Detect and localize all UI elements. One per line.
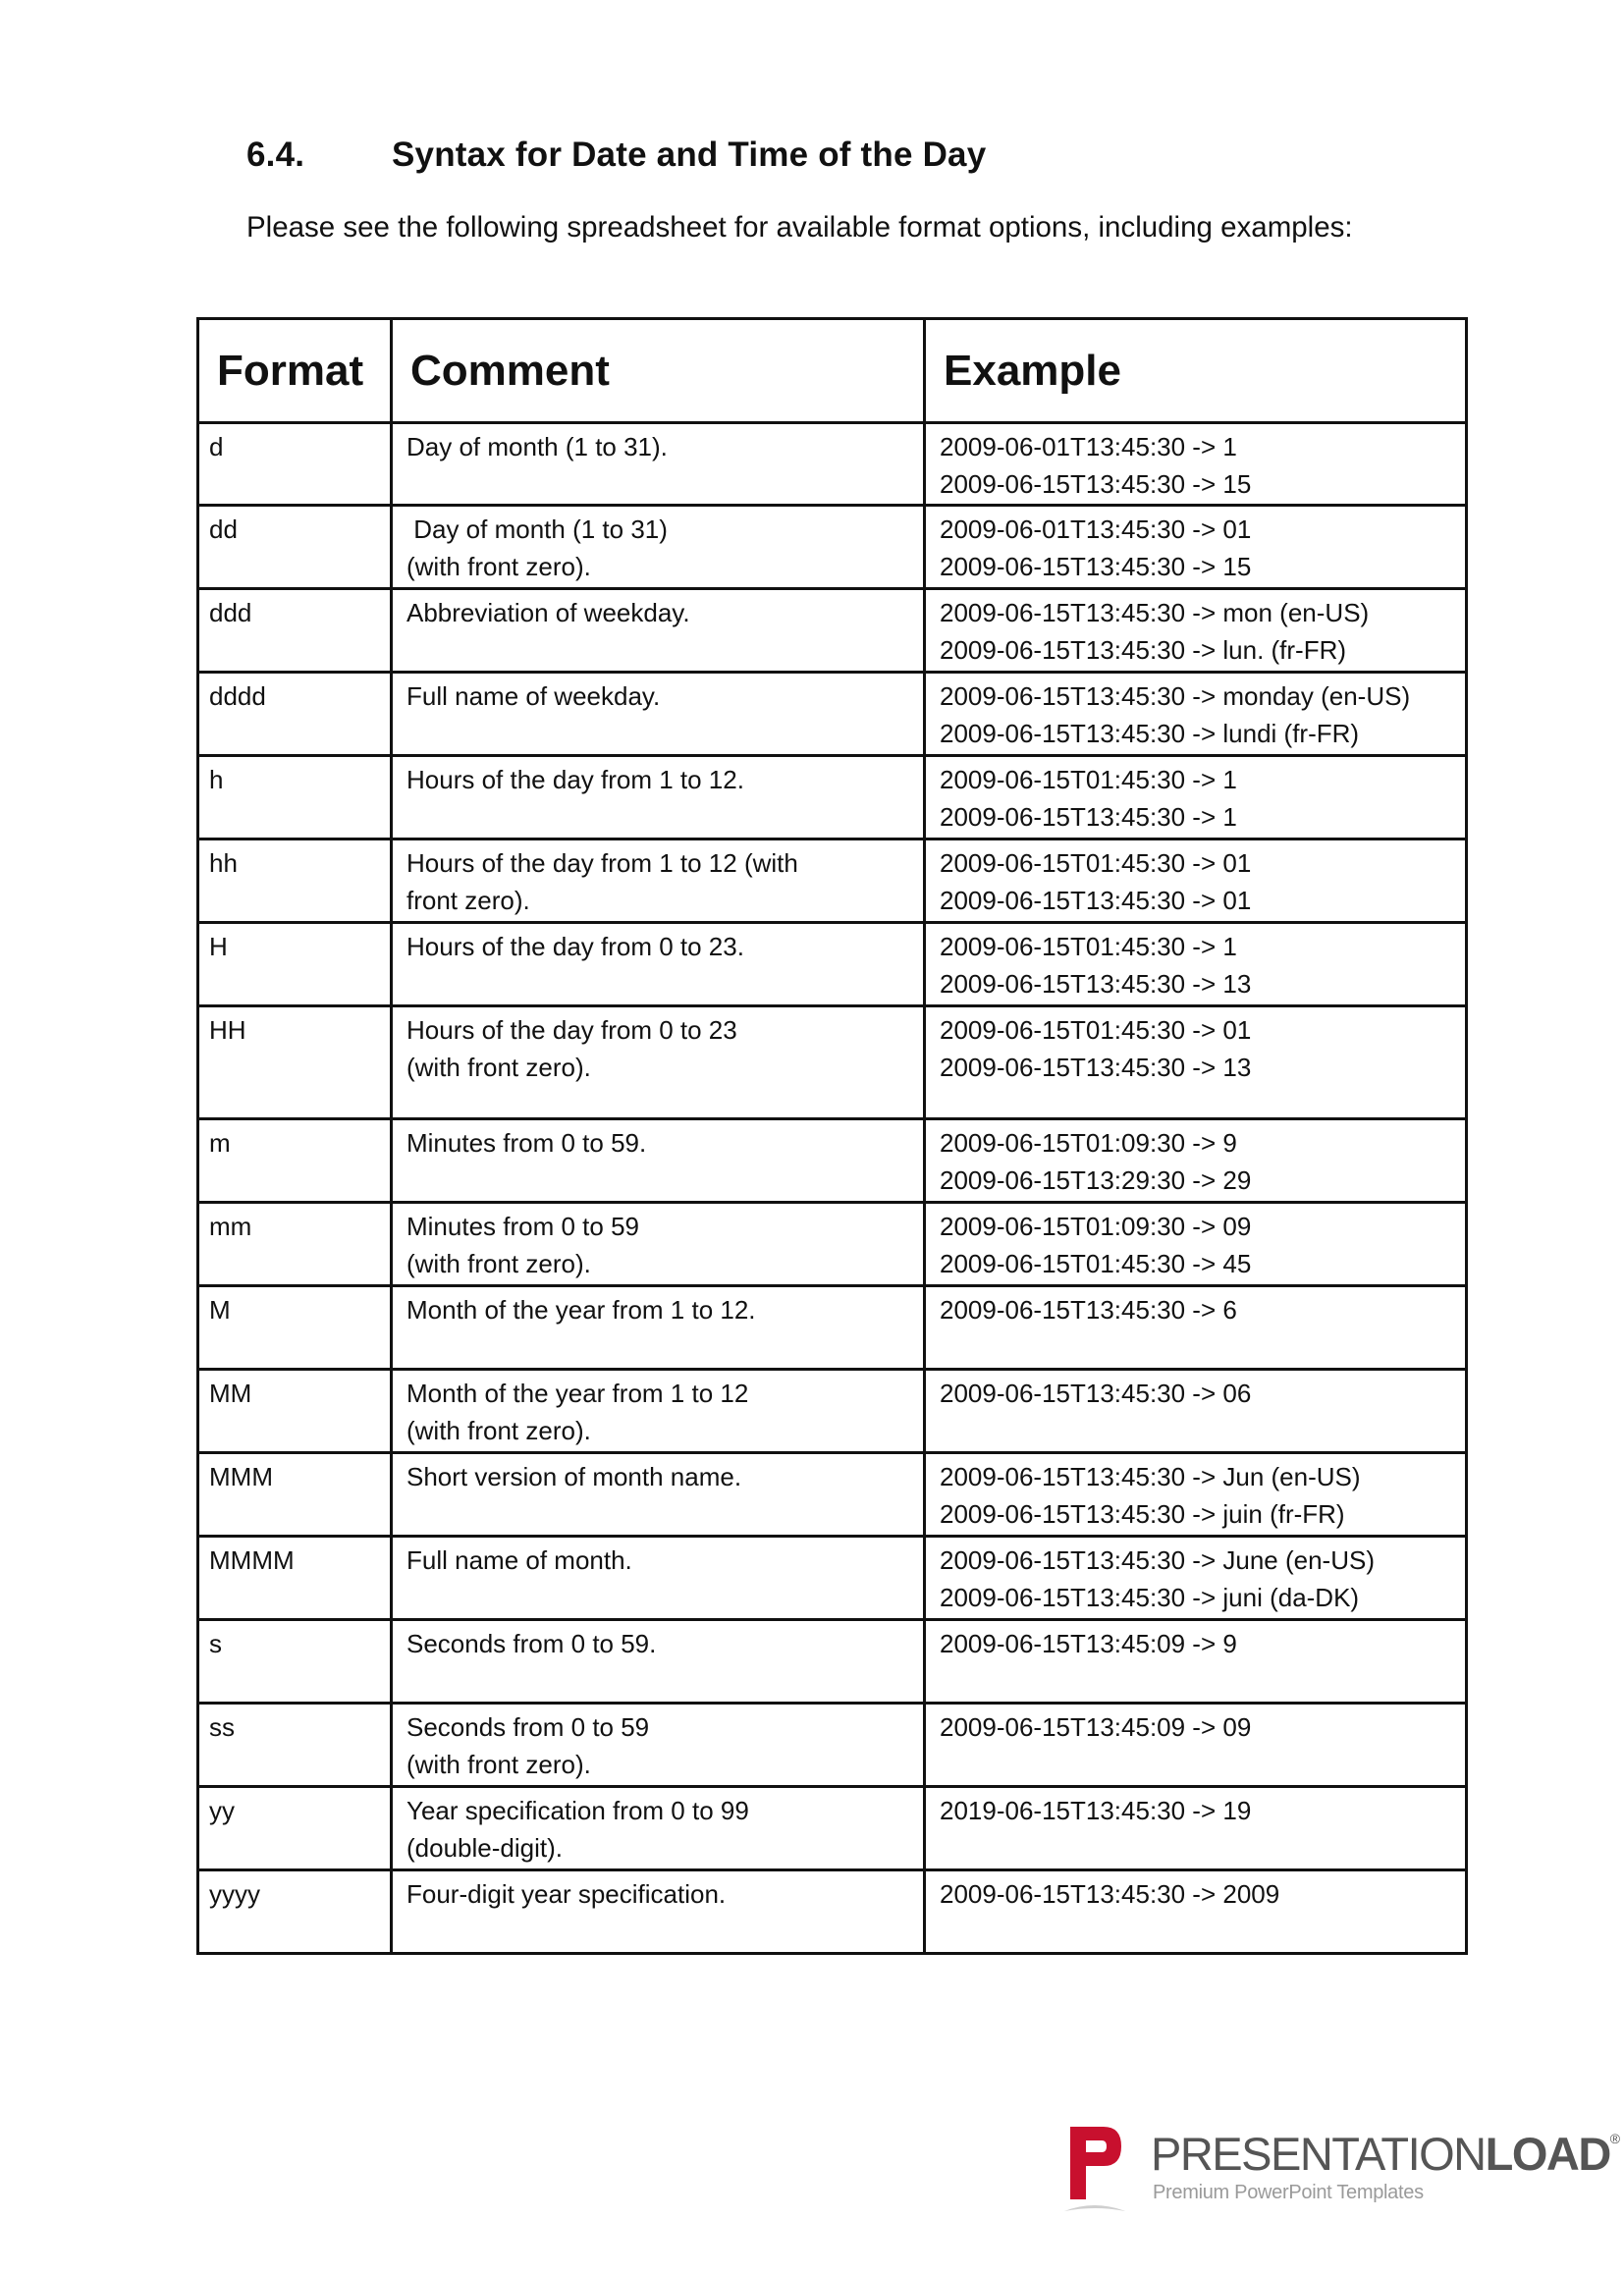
comment-cell bbox=[392, 1870, 925, 1954]
section-heading bbox=[246, 135, 986, 175]
table-row bbox=[198, 1453, 1467, 1537]
comment-line: (with front zero). bbox=[406, 1750, 591, 1779]
format-cell: H bbox=[198, 923, 392, 1006]
example-line: 2009-06-15T13:45:30 -> 13 bbox=[940, 969, 1252, 999]
example-line: 2009-06-15T13:45:30 -> 15 bbox=[940, 469, 1252, 499]
logo-word-bold: LOAD bbox=[1485, 2128, 1610, 2180]
comment-line: (with front zero). bbox=[406, 1249, 591, 1278]
table-row bbox=[198, 1119, 1467, 1203]
table-row bbox=[198, 1704, 1467, 1787]
example-line: 2009-06-15T13:45:30 -> 6 bbox=[940, 1295, 1237, 1325]
example-line: 2009-06-15T13:45:30 -> lun. (fr-FR) bbox=[940, 635, 1347, 665]
table-body bbox=[198, 423, 1467, 1954]
comment-cell bbox=[392, 1787, 925, 1870]
format-cell: MMM bbox=[198, 1453, 392, 1537]
comment-cell bbox=[392, 1286, 925, 1370]
format-cell: s bbox=[198, 1620, 392, 1704]
example-cell bbox=[925, 1286, 1467, 1370]
example-cell bbox=[925, 1537, 1467, 1620]
logo-tagline: Premium PowerPoint Templates bbox=[1153, 2182, 1424, 2203]
example-cell bbox=[925, 1620, 1467, 1704]
example-cell bbox=[925, 506, 1467, 589]
table-row bbox=[198, 1787, 1467, 1870]
format-cell: MMMM bbox=[198, 1537, 392, 1620]
example-cell bbox=[925, 589, 1467, 673]
section-number: 6.4. bbox=[246, 135, 305, 174]
example-line: 2009-06-15T01:09:30 -> 9 bbox=[940, 1128, 1237, 1158]
table-row bbox=[198, 1203, 1467, 1286]
table-row bbox=[198, 589, 1467, 673]
format-cell: d bbox=[198, 423, 392, 506]
example-line: 2009-06-15T13:45:30 -> 15 bbox=[940, 552, 1252, 581]
format-cell: hh bbox=[198, 839, 392, 923]
format-cell: yy bbox=[198, 1787, 392, 1870]
comment-line: (with front zero). bbox=[406, 1053, 591, 1082]
format-cell: m bbox=[198, 1119, 392, 1203]
comment-line: (with front zero). bbox=[406, 1416, 591, 1445]
format-cell: HH bbox=[198, 1006, 392, 1119]
format-table bbox=[196, 317, 1468, 1955]
comment-line: Minutes from 0 to 59 bbox=[406, 1212, 639, 1241]
example-line: 2009-06-15T01:45:30 -> 1 bbox=[940, 765, 1237, 794]
comment-cell bbox=[392, 1119, 925, 1203]
table-row bbox=[198, 673, 1467, 756]
comment-line: Abbreviation of weekday. bbox=[406, 598, 690, 627]
example-line: 2009-06-01T13:45:30 -> 1 bbox=[940, 432, 1237, 461]
comment-cell bbox=[392, 673, 925, 756]
comment-cell bbox=[392, 423, 925, 506]
example-cell bbox=[925, 839, 1467, 923]
example-line: 2009-06-15T13:45:09 -> 09 bbox=[940, 1712, 1252, 1742]
comment-cell bbox=[392, 1537, 925, 1620]
comment-cell bbox=[392, 756, 925, 839]
example-cell bbox=[925, 1006, 1467, 1119]
table-row bbox=[198, 1286, 1467, 1370]
example-line: 2009-06-15T13:45:30 -> 13 bbox=[940, 1053, 1252, 1082]
format-cell: yyyy bbox=[198, 1870, 392, 1954]
example-line: 2009-06-15T01:45:30 -> 45 bbox=[940, 1249, 1252, 1278]
comment-line: Minutes from 0 to 59. bbox=[406, 1128, 647, 1158]
comment-line: Day of month (1 to 31). bbox=[406, 432, 668, 461]
example-line: 2009-06-15T13:45:30 -> 01 bbox=[940, 886, 1252, 915]
format-cell: mm bbox=[198, 1203, 392, 1286]
example-line: 2009-06-15T13:45:30 -> mon (en-US) bbox=[940, 598, 1370, 627]
example-cell bbox=[925, 673, 1467, 756]
table-row bbox=[198, 1370, 1467, 1453]
example-cell bbox=[925, 423, 1467, 506]
comment-cell bbox=[392, 1203, 925, 1286]
comment-line: front zero). bbox=[406, 886, 530, 915]
comment-line: Hours of the day from 1 to 12 (with bbox=[406, 848, 798, 878]
example-cell bbox=[925, 923, 1467, 1006]
format-cell: M bbox=[198, 1286, 392, 1370]
comment-cell bbox=[392, 1370, 925, 1453]
logo-registered: ® bbox=[1609, 2131, 1621, 2146]
comment-line: (with front zero). bbox=[406, 552, 591, 581]
comment-line: Full name of month. bbox=[406, 1545, 632, 1575]
comment-line: Seconds from 0 to 59 bbox=[406, 1712, 650, 1742]
comment-line: Hours of the day from 0 to 23 bbox=[406, 1015, 737, 1045]
table-row bbox=[198, 1006, 1467, 1119]
table-row bbox=[198, 506, 1467, 589]
example-line: 2009-06-15T01:45:30 -> 01 bbox=[940, 848, 1252, 878]
example-cell bbox=[925, 1704, 1467, 1787]
table-row bbox=[198, 423, 1467, 506]
comment-cell bbox=[392, 923, 925, 1006]
example-line: 2009-06-15T13:45:30 -> Jun (en-US) bbox=[940, 1462, 1361, 1491]
example-line: 2019-06-15T13:45:30 -> 19 bbox=[940, 1796, 1252, 1825]
example-line: 2009-06-15T13:45:30 -> 06 bbox=[940, 1379, 1252, 1408]
comment-line: Seconds from 0 to 59. bbox=[406, 1629, 657, 1658]
table-row bbox=[198, 839, 1467, 923]
header-comment: Comment bbox=[392, 319, 925, 423]
example-cell bbox=[925, 1453, 1467, 1537]
comment-cell bbox=[392, 1453, 925, 1537]
example-line: 2009-06-15T13:29:30 -> 29 bbox=[940, 1165, 1252, 1195]
comment-line: Year specification from 0 to 99 bbox=[406, 1796, 749, 1825]
example-cell bbox=[925, 1870, 1467, 1954]
logo-word-light: PRESENTATION bbox=[1151, 2128, 1486, 2180]
example-line: 2009-06-15T01:45:30 -> 01 bbox=[940, 1015, 1252, 1045]
comment-line: Four-digit year specification. bbox=[406, 1879, 727, 1909]
example-line: 2009-06-01T13:45:30 -> 01 bbox=[940, 514, 1252, 544]
example-cell bbox=[925, 1787, 1467, 1870]
example-line: 2009-06-15T01:09:30 -> 09 bbox=[940, 1212, 1252, 1241]
example-line: 2009-06-15T13:45:30 -> June (en-US) bbox=[940, 1545, 1375, 1575]
comment-line: Month of the year from 1 to 12 bbox=[406, 1379, 749, 1408]
table-row bbox=[198, 1620, 1467, 1704]
comment-cell bbox=[392, 589, 925, 673]
example-cell bbox=[925, 1119, 1467, 1203]
comment-line: Month of the year from 1 to 12. bbox=[406, 1295, 756, 1325]
comment-line: Hours of the day from 1 to 12. bbox=[406, 765, 744, 794]
table-row bbox=[198, 923, 1467, 1006]
comment-cell bbox=[392, 1006, 925, 1119]
comment-cell bbox=[392, 839, 925, 923]
comment-cell bbox=[392, 1620, 925, 1704]
format-cell: dddd bbox=[198, 673, 392, 756]
presentationload-logo bbox=[1060, 2121, 1621, 2219]
intro-paragraph: Please see the following spreadsheet for available format options, including examples: bbox=[246, 211, 1353, 244]
example-line: 2009-06-15T13:45:30 -> monday (en-US) bbox=[940, 681, 1411, 711]
example-line: 2009-06-15T13:45:30 -> 1 bbox=[940, 802, 1237, 832]
comment-line: Hours of the day from 0 to 23. bbox=[406, 932, 744, 961]
header-example: Example bbox=[925, 319, 1467, 423]
example-line: 2009-06-15T13:45:09 -> 9 bbox=[940, 1629, 1237, 1658]
format-cell: ss bbox=[198, 1704, 392, 1787]
header-format: Format bbox=[198, 319, 392, 423]
presentationload-logo-icon bbox=[1060, 2121, 1129, 2219]
format-cell: ddd bbox=[198, 589, 392, 673]
table-row bbox=[198, 1870, 1467, 1954]
table-header-row bbox=[198, 319, 1467, 423]
example-cell bbox=[925, 1203, 1467, 1286]
format-cell: h bbox=[198, 756, 392, 839]
format-cell: MM bbox=[198, 1370, 392, 1453]
example-cell bbox=[925, 1370, 1467, 1453]
comment-line: Full name of weekday. bbox=[406, 681, 661, 711]
table-row bbox=[198, 1537, 1467, 1620]
comment-cell bbox=[392, 506, 925, 589]
example-line: 2009-06-15T13:45:30 -> lundi (fr-FR) bbox=[940, 719, 1360, 748]
comment-line: (double-digit). bbox=[406, 1833, 563, 1863]
example-line: 2009-06-15T13:45:30 -> 2009 bbox=[940, 1879, 1280, 1909]
comment-cell bbox=[392, 1704, 925, 1787]
format-cell: dd bbox=[198, 506, 392, 589]
comment-line: Day of month (1 to 31) bbox=[406, 514, 668, 544]
logo-wordmark bbox=[1151, 2127, 1620, 2181]
example-line: 2009-06-15T13:45:30 -> juin (fr-FR) bbox=[940, 1499, 1345, 1529]
section-title: Syntax for Date and Time of the Day bbox=[392, 135, 987, 174]
table-row bbox=[198, 756, 1467, 839]
example-cell bbox=[925, 756, 1467, 839]
comment-line: Short version of month name. bbox=[406, 1462, 742, 1491]
example-line: 2009-06-15T13:45:30 -> juni (da-DK) bbox=[940, 1583, 1360, 1612]
example-line: 2009-06-15T01:45:30 -> 1 bbox=[940, 932, 1237, 961]
